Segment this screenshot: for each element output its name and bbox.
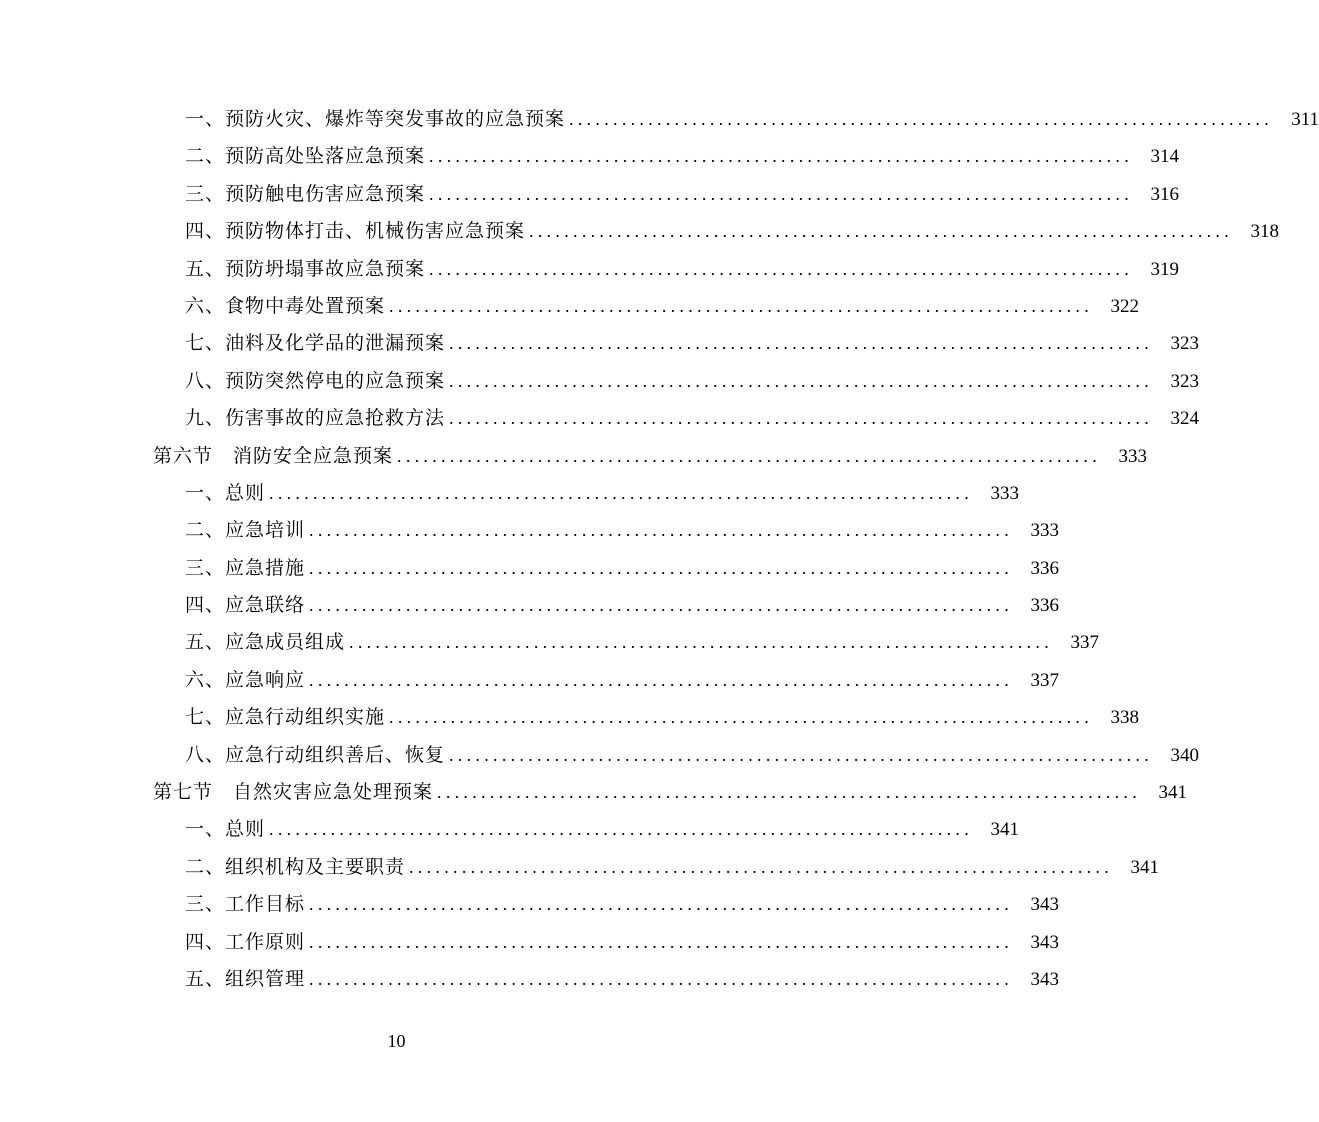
toc-entry-title: 八、应急行动组织善后、恢复 — [185, 743, 446, 766]
toc-entry-page: 318 — [1250, 221, 1280, 243]
toc-dot-leader: ................................................................................ — [429, 146, 1134, 167]
toc-dot-leader: ................................................................................ — [309, 595, 1014, 616]
toc-entry-title: 二、组织机构及主要职责 — [185, 855, 406, 878]
toc-entry[interactable] — [0, 325, 1200, 362]
toc-entry-title: 七、油料及化学品的泄漏预案 — [185, 332, 446, 355]
toc-dot-leader: ................................................................................ — [449, 370, 1154, 391]
toc-entry-title: 五、应急成员组成 — [185, 631, 346, 654]
toc-dot-leader: ................................................................................ — [309, 557, 1014, 578]
toc-entry[interactable] — [0, 662, 1060, 699]
toc-entry[interactable] — [0, 624, 1100, 661]
toc-dot-leader: ................................................................................ — [389, 295, 1094, 316]
toc-entry-title: 一、预防火灾、爆炸等突发事故的应急预案 — [185, 108, 566, 130]
toc-entry[interactable] — [0, 176, 1180, 213]
toc-entry-page: 340 — [1170, 744, 1200, 766]
toc-entry-title: 七、应急行动组织实施 — [185, 706, 386, 729]
toc-entry-title: 二、应急培训 — [185, 519, 306, 542]
toc-entry-title: 九、伤害事故的应急抢救方法 — [185, 407, 446, 430]
toc-entry-page: 323 — [1170, 370, 1200, 392]
toc-entry[interactable] — [0, 288, 1140, 325]
toc-entry-title: 六、应急响应 — [185, 668, 306, 691]
table-of-contents — [0, 101, 1319, 998]
toc-entry[interactable] — [0, 400, 1200, 437]
toc-dot-leader: ................................................................................ — [569, 109, 1274, 129]
toc-entry-page: 319 — [1150, 258, 1180, 280]
toc-dot-leader: ................................................................................ — [389, 707, 1094, 728]
toc-entry[interactable] — [0, 251, 1180, 288]
toc-entry-page: 322 — [1110, 295, 1140, 317]
toc-dot-leader: ................................................................................ — [309, 931, 1014, 952]
toc-entry-title: 三、预防触电伤害应急预案 — [185, 182, 426, 205]
toc-entry-title: 一、总则 — [185, 818, 266, 841]
toc-dot-leader: ................................................................................ — [429, 183, 1134, 204]
toc-dot-leader: ................................................................................ — [349, 632, 1054, 653]
toc-entry-title: 三、应急措施 — [185, 556, 306, 579]
toc-dot-leader: ................................................................................ — [269, 482, 974, 503]
toc-entry-page: 314 — [1150, 146, 1180, 168]
toc-dot-leader: ................................................................................ — [309, 968, 1014, 989]
toc-entry-page: 337 — [1070, 632, 1100, 654]
toc-entry[interactable] — [0, 587, 1060, 624]
toc-dot-leader: ................................................................................ — [309, 520, 1014, 541]
toc-entry[interactable] — [0, 213, 1280, 250]
toc-section-entry[interactable] — [0, 774, 1188, 811]
toc-entry-title: 五、预防坍塌事故应急预案 — [185, 257, 426, 280]
toc-entry-page: 333 — [1030, 520, 1060, 542]
toc-entry[interactable] — [0, 737, 1200, 774]
page-number: 10 — [387, 1031, 406, 1051]
toc-entry-title: 六、食物中毒处置预案 — [185, 294, 386, 317]
toc-entry-title: 四、预防物体打击、机械伤害应急预案 — [185, 220, 526, 243]
toc-entry[interactable] — [0, 138, 1180, 175]
toc-entry[interactable] — [0, 101, 1319, 138]
toc-dot-leader: ................................................................................ — [429, 258, 1134, 279]
toc-entry-title: 二、预防高处坠落应急预案 — [185, 145, 426, 168]
toc-entry-title: 四、应急联络 — [185, 594, 306, 617]
toc-entry-title: 第七节 自然灾害应急处理预案 — [153, 781, 434, 804]
toc-entry[interactable] — [0, 886, 1060, 923]
toc-dot-leader: ................................................................................ — [409, 856, 1114, 877]
toc-entry-title: 三、工作目标 — [185, 893, 306, 916]
toc-entry-page: 343 — [1030, 968, 1060, 990]
toc-entry[interactable] — [0, 811, 1020, 848]
toc-entry[interactable] — [0, 849, 1160, 886]
toc-entry-page: 333 — [990, 482, 1020, 504]
toc-dot-leader: ................................................................................ — [449, 744, 1154, 765]
toc-entry-page: 336 — [1030, 557, 1060, 579]
toc-entry-page: 323 — [1170, 333, 1200, 355]
toc-dot-leader: ................................................................................ — [309, 894, 1014, 915]
toc-entry-page: 343 — [1030, 894, 1060, 916]
toc-entry-title: 第六节 消防安全应急预案 — [153, 444, 394, 467]
toc-entry-page: 338 — [1110, 707, 1140, 729]
toc-dot-leader: ................................................................................ — [397, 445, 1102, 466]
toc-dot-leader: ................................................................................ — [449, 408, 1154, 429]
toc-dot-leader: ................................................................................ — [449, 333, 1154, 354]
toc-entry-page: 311 — [1291, 109, 1319, 130]
toc-entry-page: 341 — [990, 819, 1020, 841]
toc-entry-page: 341 — [1158, 782, 1188, 804]
toc-entry[interactable] — [0, 512, 1060, 549]
toc-entry-title: 八、预防突然停电的应急预案 — [185, 369, 446, 392]
toc-dot-leader: ................................................................................ — [529, 221, 1234, 242]
toc-entry-page: 324 — [1170, 408, 1200, 430]
toc-entry[interactable] — [0, 961, 1060, 998]
toc-entry-page: 343 — [1030, 931, 1060, 953]
toc-entry-page: 341 — [1130, 856, 1160, 878]
toc-entry-page: 336 — [1030, 595, 1060, 617]
toc-entry-page: 337 — [1030, 669, 1060, 691]
toc-entry-page: 316 — [1150, 183, 1180, 205]
toc-entry[interactable] — [0, 363, 1200, 400]
toc-entry[interactable] — [0, 699, 1140, 736]
toc-entry-page: 333 — [1118, 445, 1148, 467]
toc-dot-leader: ................................................................................ — [309, 669, 1014, 690]
toc-entry[interactable] — [0, 550, 1060, 587]
toc-entry[interactable] — [0, 924, 1060, 961]
toc-entry-title: 五、组织管理 — [185, 967, 306, 990]
toc-dot-leader: ................................................................................ — [437, 782, 1142, 803]
toc-entry[interactable] — [0, 475, 1020, 512]
toc-entry-title: 一、总则 — [185, 481, 266, 504]
toc-entry-title: 四、工作原则 — [185, 930, 306, 953]
toc-dot-leader: ................................................................................ — [269, 819, 974, 840]
toc-section-entry[interactable] — [0, 438, 1148, 475]
